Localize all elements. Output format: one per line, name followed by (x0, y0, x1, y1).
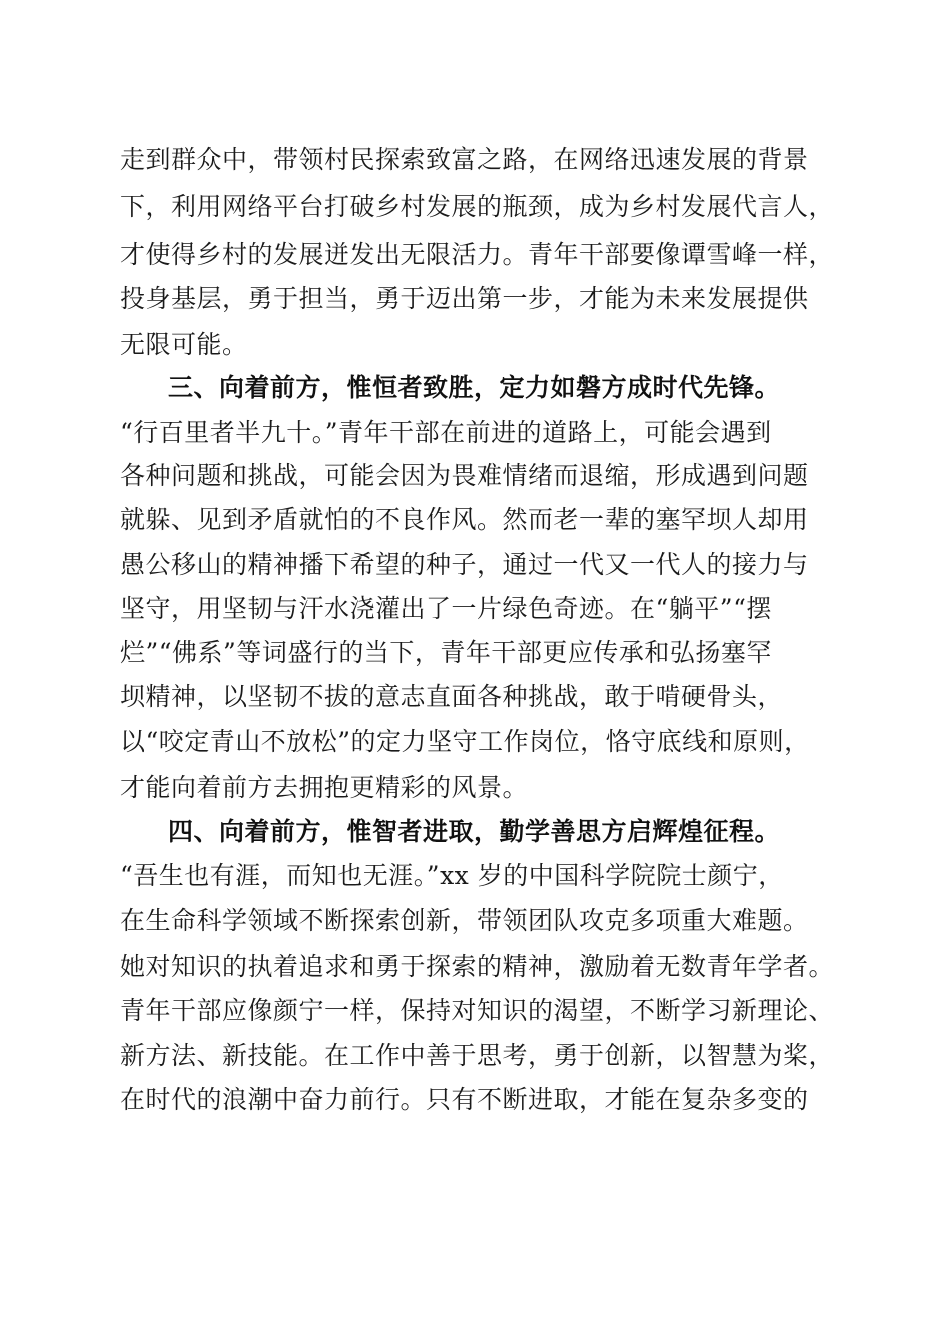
paragraph-line: 在生命科学领域不断探索创新，带领团队攻克多项重大难题。 (120, 906, 809, 935)
paragraph-line: 在时代的浪潮中奋力前行。只有不断进取，才能在复杂多变的 (120, 1085, 809, 1114)
paragraph-line: 以“咬定青山不放松”的定力坚守工作岗位，恪守底线和原则， (120, 727, 810, 756)
paragraph-line: 才使得乡村的发展迸发出无限活力。青年干部要像谭雪峰一样， (120, 240, 835, 269)
paragraph-line: 愚公移山的精神播下希望的种子，通过一代又一代人的接力与 (120, 550, 809, 579)
paragraph-line: 无限可能。 (120, 330, 248, 359)
section-heading-3: 三、向着前方，惟恒者致胜，定力如磐方成时代先锋。 (168, 373, 781, 402)
paragraph-line: 坚守，用坚韧与汗水浇灌出了一片绿色奇迹。在“躺平”“摆 (120, 594, 772, 623)
paragraph-line: 各种问题和挑战，可能会因为畏难情绪而退缩，形成遇到问题 (120, 461, 809, 490)
section-heading-4: 四、向着前方，惟智者进取，勤学善思方启辉煌征程。 (168, 817, 781, 846)
paragraph-line: 坝精神，以坚韧不拔的意志直面各种挑战，敢于啃硬骨头， (120, 682, 784, 711)
paragraph-line: 新方法、新技能。在工作中善于思考，勇于创新，以智慧为桨， (120, 1041, 835, 1070)
paragraph-line: 投身基层，勇于担当，勇于迈出第一步，才能为未来发展提供 (120, 284, 809, 313)
paragraph-line: 下，利用网络平台打破乡村发展的瓶颈，成为乡村发展代言人， (120, 192, 835, 221)
paragraph-line: 才能向着前方去拥抱更精彩的风景。 (120, 773, 529, 802)
paragraph-line: 烂”“佛系”等词盛行的当下，青年干部更应传承和弘扬塞罕 (120, 638, 772, 667)
paragraph-line: 走到群众中，带领村民探索致富之路，在网络迅速发展的背景 (120, 145, 809, 174)
paragraph-line: “吾生也有涯，而知也无涯。”xx 岁的中国科学院院士颜宁， (120, 861, 784, 890)
paragraph-line: 青年干部应像颜宁一样，保持对知识的渴望，不断学习新理论、 (120, 996, 835, 1025)
paragraph-line: “行百里者半九十。”青年干部在前进的道路上，可能会遇到 (120, 418, 772, 447)
paragraph-line: 她对知识的执着追求和勇于探索的精神，激励着无数青年学者。 (120, 952, 835, 981)
paragraph-line: 就躲、见到矛盾就怕的不良作风。然而老一辈的塞罕坝人却用 (120, 505, 809, 534)
